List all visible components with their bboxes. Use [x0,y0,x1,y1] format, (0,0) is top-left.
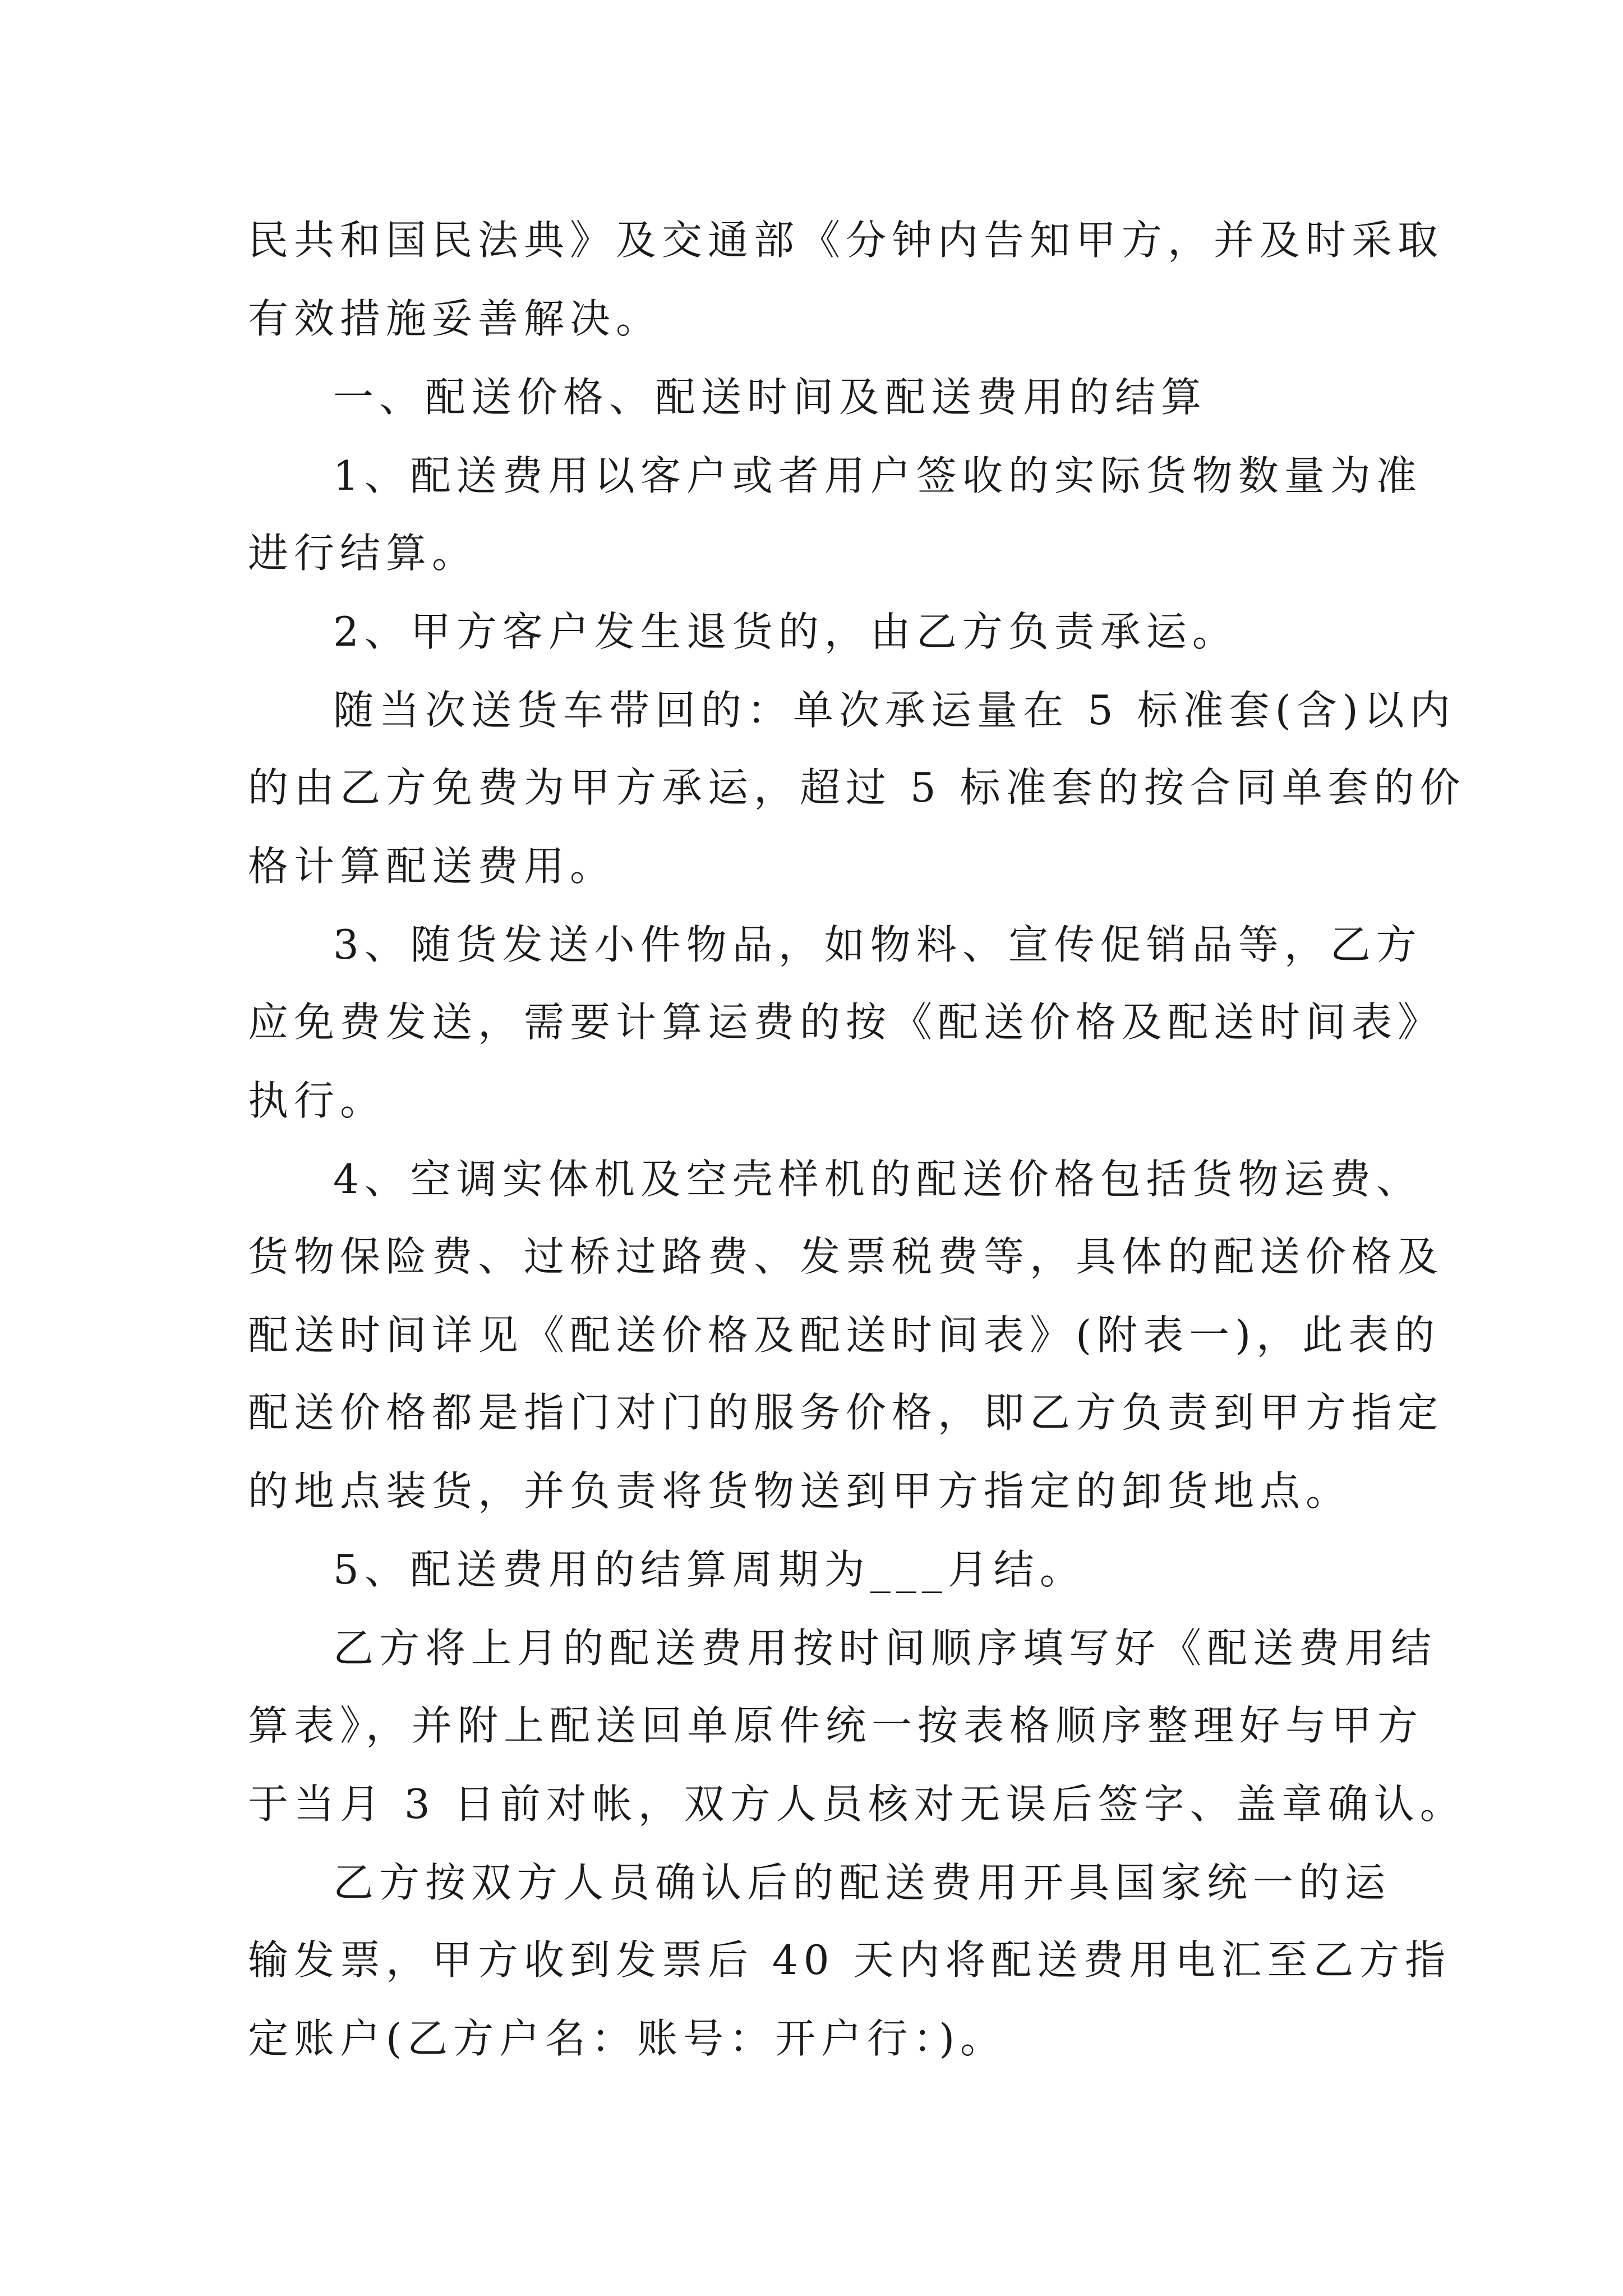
paragraph-line: 货物保险费、过桥过路费、发票税费等，具体的配送价格及 [248,1233,1444,1280]
section-heading: 一、配送价格、配送时间及配送费用的结算 [333,374,1207,421]
paragraph-line: 输发票，甲方收到发票后 40 天内将配送费用电汇至乙方指 [248,1936,1451,1984]
paragraph-line: 乙方将上月的配送费用按时间顺序填写好《配送费用结 [333,1625,1437,1672]
paragraph-line: 于当月 3 日前对帐，双方人员核对无误后签字、盖章确认。 [248,1780,1466,1828]
paragraph-line: 应免费发送，需要计算运费的按《配送价格及配送时间表》 [248,999,1444,1046]
paragraph-line: 进行结算。 [248,530,478,577]
paragraph-line: 的由乙方免费为甲方承运，超过 5 标准套的按合同单套的价 [248,764,1466,811]
paragraph-line: 民共和国民法典》及交通部《分钟内告知甲方，并及时采取 [248,217,1444,264]
paragraph-line: 有效措施妥善解决。 [248,295,662,342]
paragraph-line: 乙方按双方人员确认后的配送费用开具国家统一的运 [333,1859,1391,1906]
paragraph-line: 的地点装货，并负责将货物送到甲方指定的卸货地点。 [248,1467,1352,1515]
paragraph-line: 算表》，并附上配送回单原件统一按表格顺序整理好与甲方 [248,1702,1424,1749]
paragraph-line: 随当次送货车带回的：单次承运量在 5 标准套(含)以内 [333,687,1456,734]
paragraph-line: 2、甲方客户发生退货的，由乙方负责承运。 [333,608,1238,655]
paragraph-line: 4、空调实体机及空壳样机的配送价格包括货物运费、 [333,1156,1422,1203]
paragraph-line: 格计算配送费用。 [248,843,616,890]
paragraph-line: 1、配送费用以客户或者用户签收的实际货物数量为准 [333,452,1422,499]
paragraph-line: 定账户(乙方户名：账号：开户行：)。 [248,2015,1007,2062]
paragraph-line: 执行。 [248,1077,386,1124]
paragraph-line: 配送价格都是指门对门的服务价格，即乙方负责到甲方指定 [248,1389,1444,1436]
paragraph-line: 3、随货发送小件物品，如物料、宣传促销品等，乙方 [333,921,1422,968]
paragraph-line: 配送时间详见《配送价格及配送时间表》(附表一)，此表的 [248,1312,1441,1359]
paragraph-line: 5、配送费用的结算周期为___月结。 [333,1546,1086,1593]
